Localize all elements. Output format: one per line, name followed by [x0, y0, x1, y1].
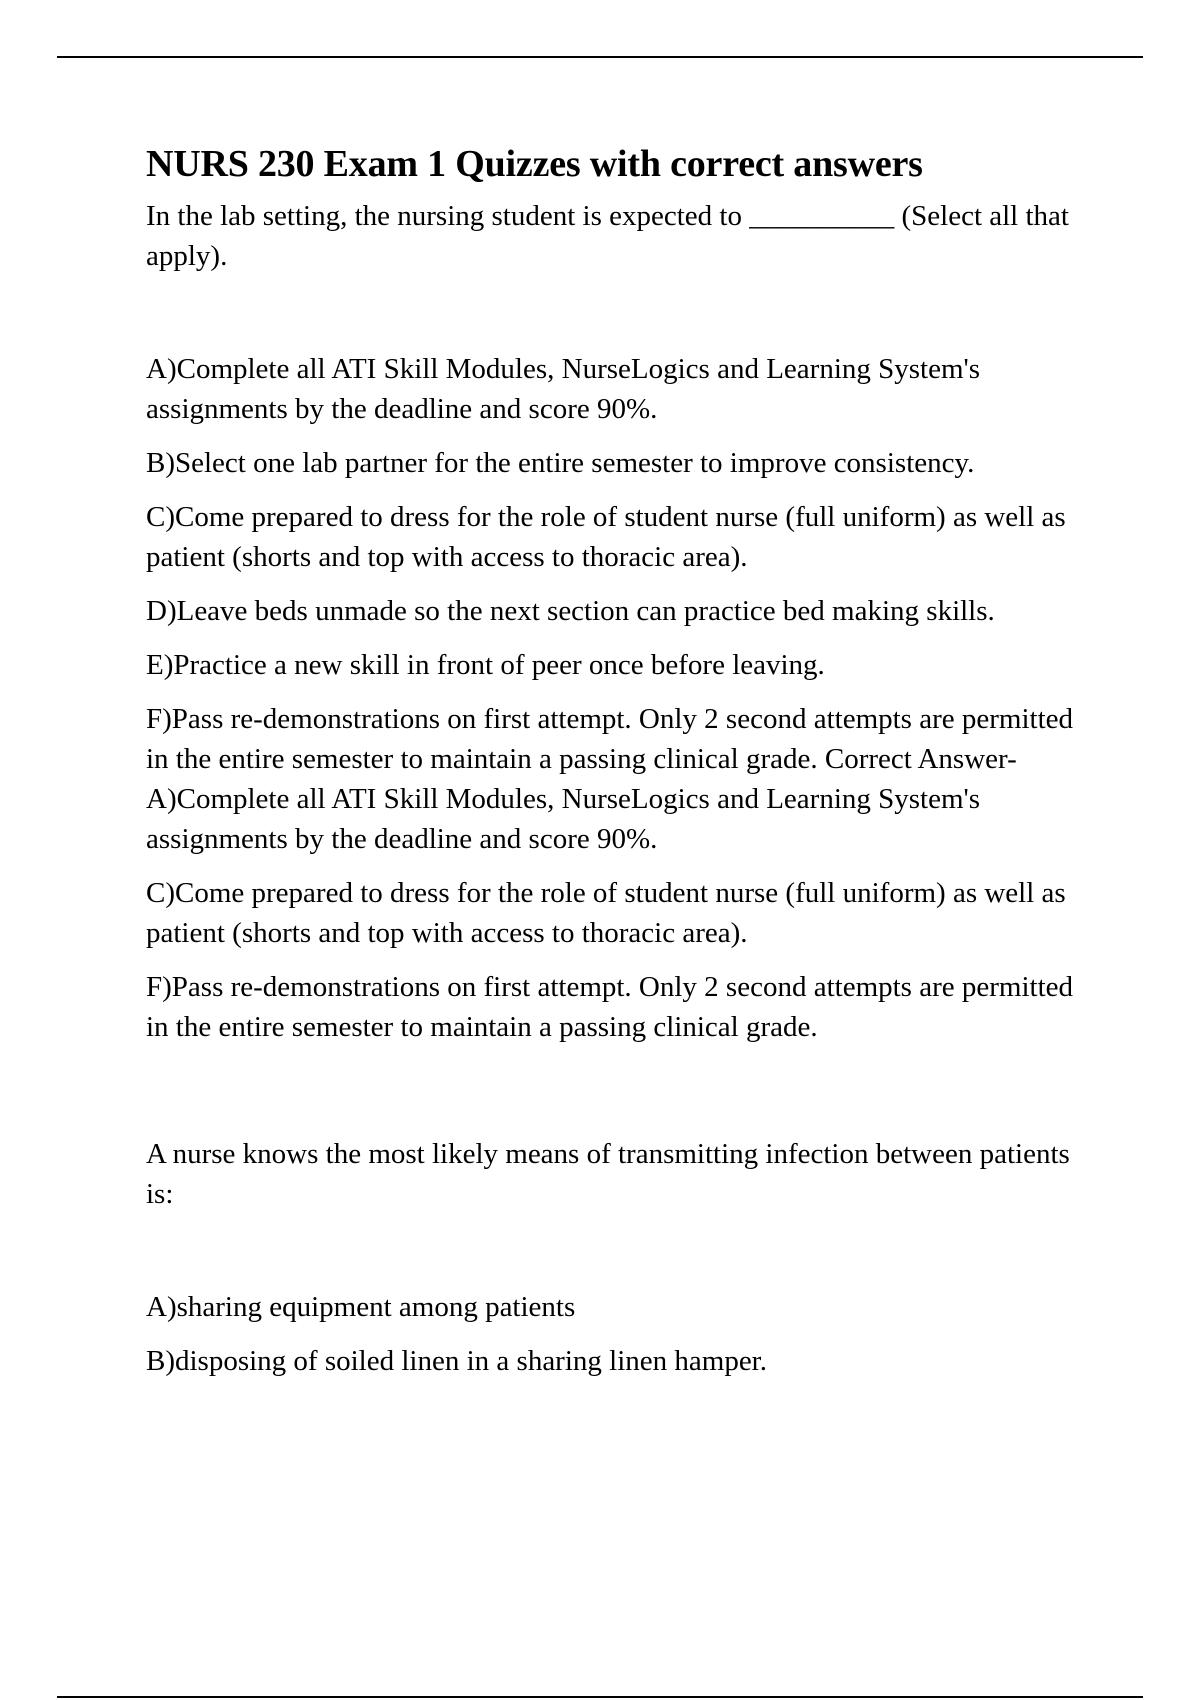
- spacer: [146, 276, 1086, 349]
- question-1-option-d: D)Leave beds unmade so the next section can practice bed making skills.: [146, 595, 995, 627]
- question-1-option-c: C)Come prepared to dress for the role of student nurse (full uniform) as well as patient (shorts and top with access to thoracic area).: [146, 501, 1066, 573]
- question-1-answer-c: C)Come prepared to dress for the role of student nurse (full uniform) as well as patient (shorts and top with access to thoracic area).: [146, 877, 1066, 949]
- question-1-option-a: A)Complete all ATI Skill Modules, NurseLogics and Learning System's assignments by the deadline and score 90%.: [146, 353, 981, 425]
- question-1-stem: In the lab setting, the nursing student is expected to __________ (Select all that apply).: [146, 200, 1069, 272]
- spacer: [146, 1061, 1086, 1134]
- question-1-option-b: B)Select one lab partner for the entire semester to improve consistency.: [146, 447, 975, 479]
- bottom-rule: [57, 1696, 1143, 1698]
- question-1-answer-f: F)Pass re-demonstrations on first attempt. Only 2 second attempts are permitted in the entire semester to maintain a passing clinical grade.: [146, 971, 1073, 1043]
- spacer: [146, 1214, 1086, 1287]
- document-body: [146, 140, 1086, 1395]
- question-1-option-f-with-answer: F)Pass re-demonstrations on first attempt. Only 2 second attempts are permitted in the entire semester to maintain a passing clinical grade. Correct Answer-A)Complete all ATI Skill Modules, NurseLogics and Learning System's assignments by the deadline and score 90%.: [146, 703, 1073, 855]
- top-rule: [57, 56, 1143, 58]
- question-1-option-e: E)Practice a new skill in front of peer once before leaving.: [146, 649, 825, 681]
- question-2-option-b: B)disposing of soiled linen in a sharing linen hamper.: [146, 1345, 767, 1377]
- question-2-stem: A nurse knows the most likely means of transmitting infection between patients is:: [146, 1138, 1070, 1210]
- question-2-option-a: A)sharing equipment among patients: [146, 1291, 576, 1323]
- document-title: NURS 230 Exam 1 Quizzes with correct answers: [146, 143, 923, 185]
